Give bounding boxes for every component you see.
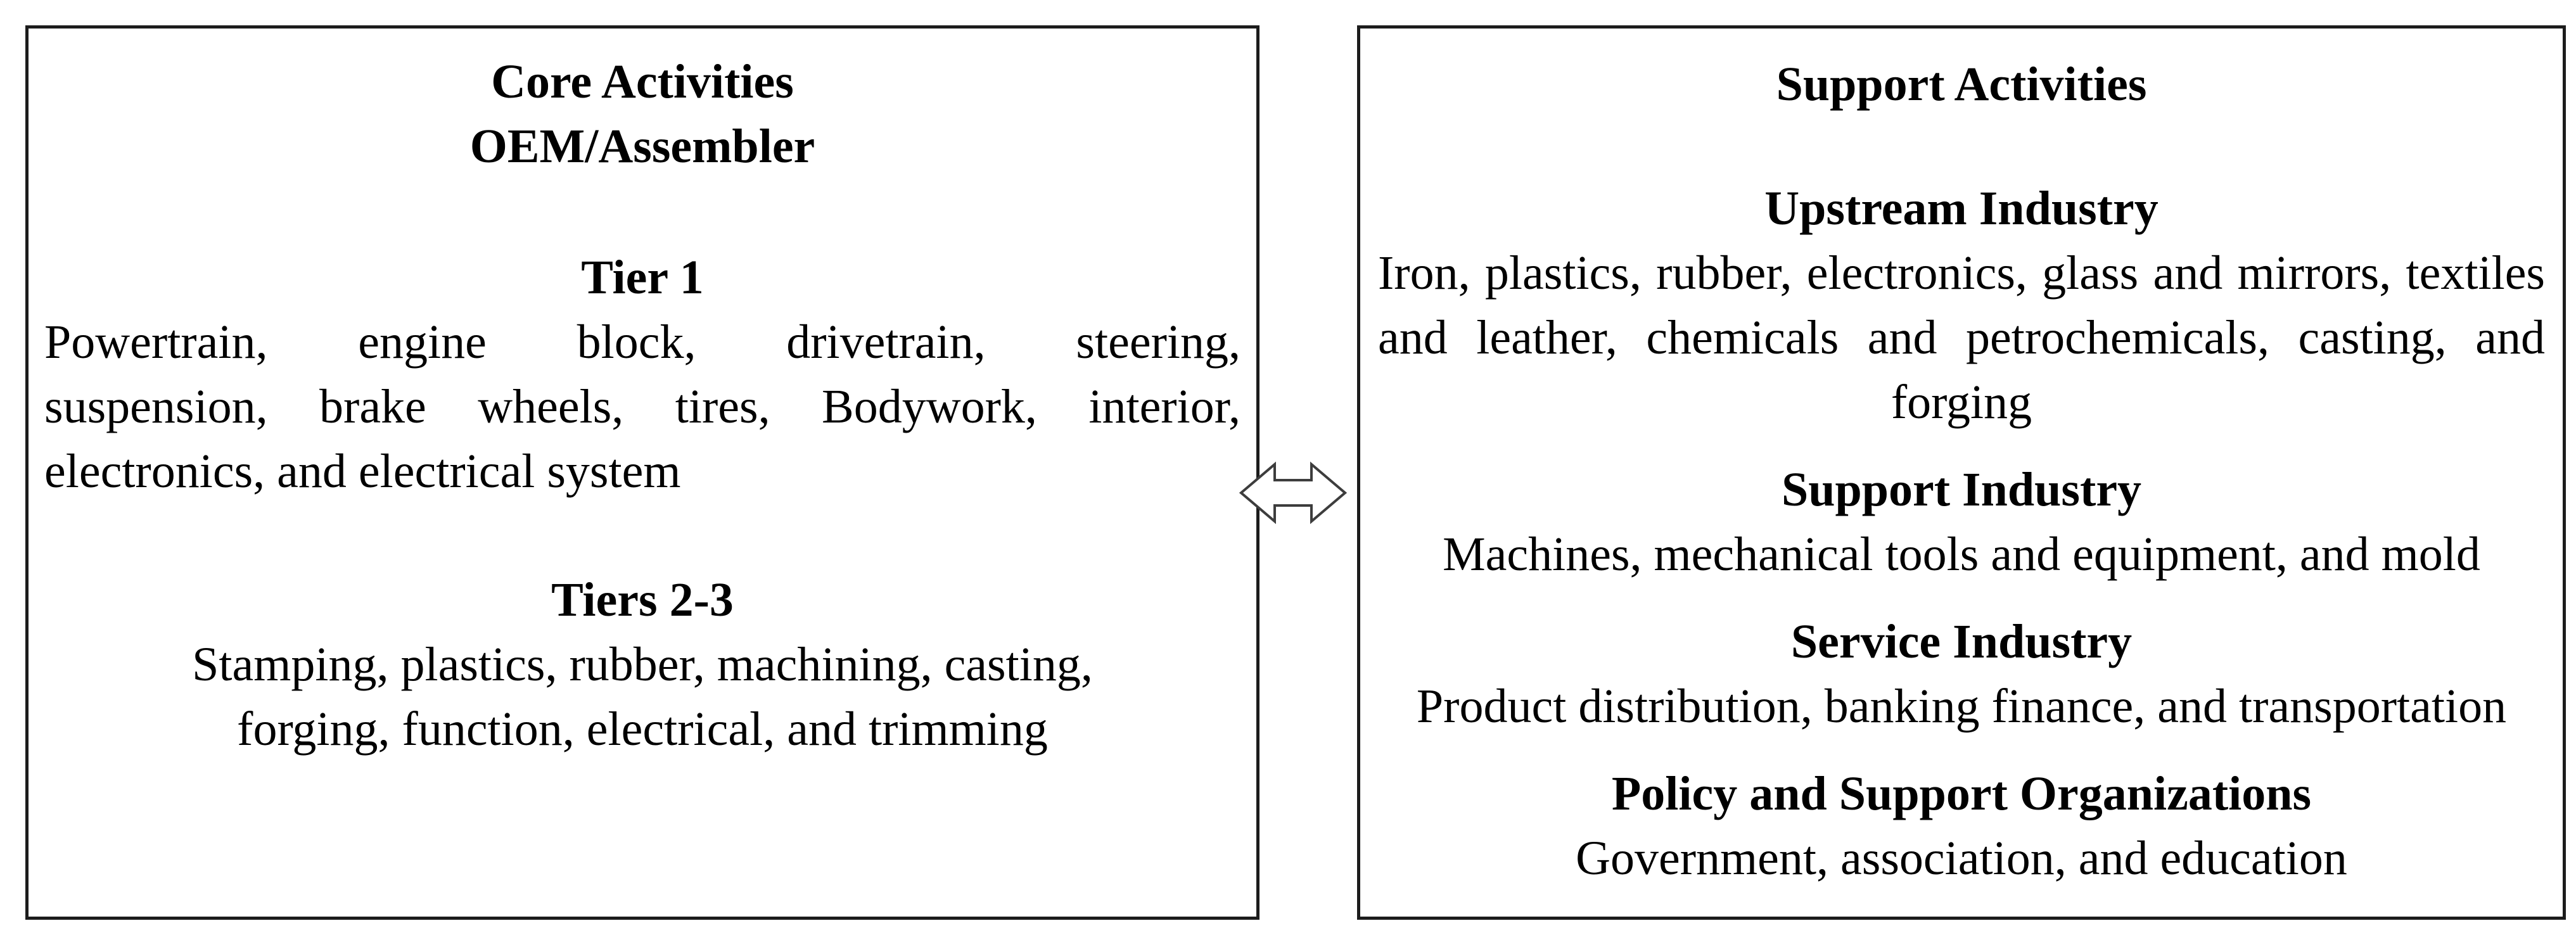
tiers23-heading: Tiers 2-3	[551, 573, 734, 626]
tiers23-description: Stamping, plastics, rubber, machining, casting, forging, function, electrical, and trimming	[192, 638, 1093, 756]
support-industry-description: Machines, mechanical tools and equipment, and mold	[1443, 528, 2480, 581]
service-industry-heading: Service Industry	[1790, 615, 2133, 668]
core-activities-box	[25, 25, 1259, 920]
policy-support-orgs-heading: Policy and Support Organizations	[1611, 767, 2312, 820]
bidirectional-arrow-icon	[1239, 457, 1347, 528]
support-activities-title: Support Activities	[1776, 58, 2147, 111]
oem-assembler-subtitle: OEM/Assembler	[469, 120, 815, 173]
upstream-industry-description: Iron, plastics, rubber, electronics, glass and mirrors, textiles and leather, chemicals and petrochemicals, casting, and forging	[1378, 246, 2545, 429]
upstream-industry-heading: Upstream Industry	[1764, 182, 2158, 235]
service-industry-description: Product distribution, banking finance, and transportation	[1416, 680, 2507, 733]
core-activities-title: Core Activities	[491, 55, 794, 108]
tier1-description: Powertrain, engine block, drivetrain, steering, suspension, brake wheels, tires, Bodywork, interior, electronics, and electrical system	[44, 315, 1240, 498]
tier1-heading: Tier 1	[581, 251, 704, 304]
policy-support-orgs-description: Government, association, and education	[1576, 832, 2347, 885]
support-industry-heading: Support Industry	[1781, 463, 2142, 516]
support-activities-box	[1357, 25, 2566, 920]
